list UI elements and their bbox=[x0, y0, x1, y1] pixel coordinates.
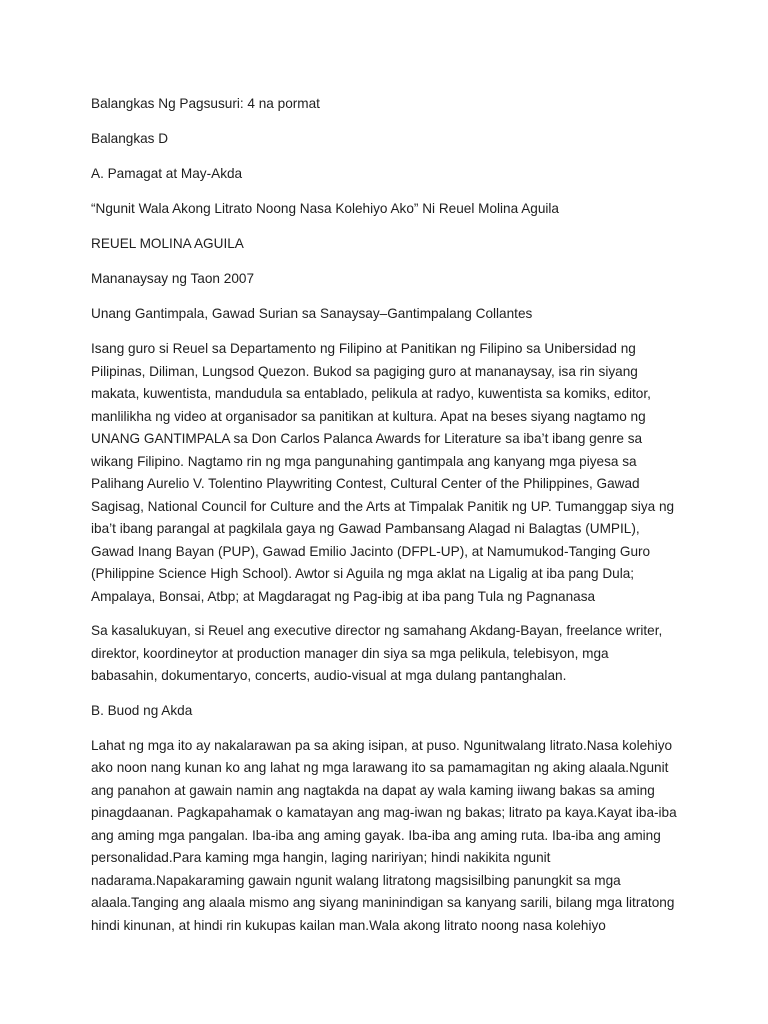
section-b-heading: B. Buod ng Akda bbox=[91, 702, 193, 718]
document-heading: Balangkas Ng Pagsusuri: 4 na pormat bbox=[91, 96, 320, 111]
paragraph-line: manlilikha ng video at organisador sa panitikan at kultura. Apat na beses siyang nagtamo ng bbox=[91, 408, 646, 424]
paragraph-line: Sagisag, National Council for Culture and the Arts at Timpalak Panitik ng UP. Tumanggap siya ng bbox=[91, 498, 675, 514]
paragraph-line: babasahin, dokumentaryo, concerts, audio-visual at mga dulang pantanghalan. bbox=[91, 668, 567, 683]
paragraph-line: Pilipinas, Diliman, Lungsod Quezon. Bukod sa pagiging guro at mananaysay, isa rin siyang bbox=[91, 363, 638, 379]
paragraph-line: pinagdaanan. Pagkapahamak o kamatayan ang mag-iwan ng bakas; litrato pa kaya.Kayat iba-iba bbox=[91, 805, 677, 820]
work-title: “Ngunit Wala Akong Litrato Noong Nasa Kolehiyo Ako” Ni Reuel Molina Aguila bbox=[91, 201, 559, 216]
paragraph-line: makata, kuwentista, mandudula sa entablado, pelikula at radyo, kuwentista sa komiks, editor, bbox=[91, 386, 651, 401]
award-year: Mananaysay ng Taon 2007 bbox=[91, 271, 254, 286]
paragraph-line: iba’t ibang parangal at pagkilala gaya ng Gawad Pambansang Alagad ni Balagtas (UMPIL), bbox=[91, 521, 640, 536]
paragraph-line: direktor, koordineytor at production manager din siya sa mga pelikula, telebisyon, mga bbox=[91, 645, 609, 661]
paragraph-line: personalidad.Para kaming mga hangin, laging naririyan; hindi nakikita ngunit bbox=[91, 850, 551, 865]
paragraph-line: (Philippine Science High School). Awtor si Aguila ng mga aklat na Ligalig at iba pang Dula; bbox=[91, 566, 635, 581]
paragraph-line: wikang Filipino. Nagtamo rin ng mga pangunahing gantimpala ang kanyang mga piyesa sa bbox=[91, 453, 637, 469]
paragraph-line: Ampalaya, Bonsai, Atbp; at Magdaragat ng Pag-ibig at iba pang Tula ng Pagnanasa bbox=[91, 588, 596, 604]
author-name: REUEL MOLINA AGUILA bbox=[91, 236, 244, 251]
paragraph-line: ang panahon at gawain namin ang nagtakda na dapat ay wala kaming iiwang bakas sa aming bbox=[91, 782, 655, 798]
paragraph-line: Palihang Aurelio V. Tolentino Playwriting Contest, Cultural Center of the Philippines, Gawad bbox=[91, 476, 640, 491]
paragraph-line: Lahat ng mga ito ay nakalarawan pa sa aking isipan, at puso. Ngunitwalang litrato.Nasa kolehiyo bbox=[91, 737, 673, 753]
paragraph-line: hindi kinunan, at hindi rin kukupas kailan man.Wala akong litrato noong nasa kolehiyo bbox=[91, 917, 606, 933]
paragraph-line: Gawad Inang Bayan (PUP), Gawad Emilio Jacinto (DFPL-UP), at Namumukod-Tanging Guro bbox=[91, 543, 651, 559]
section-a-heading: A. Pamagat at May-Akda bbox=[91, 166, 243, 181]
outline-label: Balangkas D bbox=[91, 131, 169, 146]
current-role-paragraph bbox=[91, 620, 708, 688]
paragraph-line: nadarama.Napakaraming gawain ngunit walang litratong magsisilbing panungkit sa mga bbox=[91, 872, 621, 888]
paragraph-line: Sa kasalukuyan, si Reuel ang executive director ng samahang Akdang-Bayan, freelance writer, bbox=[91, 623, 663, 638]
paragraph-line: ako noon nang kunan ko ang lahat ng mga larawang ito sa pamamagitan ng aking alaala.Ngunit bbox=[91, 760, 669, 775]
award-prize: Unang Gantimpala, Gawad Surian sa Sanaysay–Gantimpalang Collantes bbox=[91, 306, 533, 321]
paragraph-line: alaala.Tanging ang alaala mismo ang siyang maninindigan sa kanyang sarili, bilang mga litratong bbox=[91, 895, 675, 910]
paragraph-line: ang aming mga pangalan. Iba-iba ang aming gayak. Iba-iba ang aming ruta. Iba-iba ang aming bbox=[91, 827, 661, 843]
summary-paragraph bbox=[91, 735, 708, 938]
author-biography-paragraph bbox=[91, 338, 708, 608]
paragraph-line: Isang guro si Reuel sa Departamento ng Filipino at Panitikan ng Filipino sa Unibersidad ng bbox=[91, 341, 636, 356]
paragraph-line: UNANG GANTIMPALA sa Don Carlos Palanca Awards for Literature sa iba’t ibang genre sa bbox=[91, 431, 643, 446]
